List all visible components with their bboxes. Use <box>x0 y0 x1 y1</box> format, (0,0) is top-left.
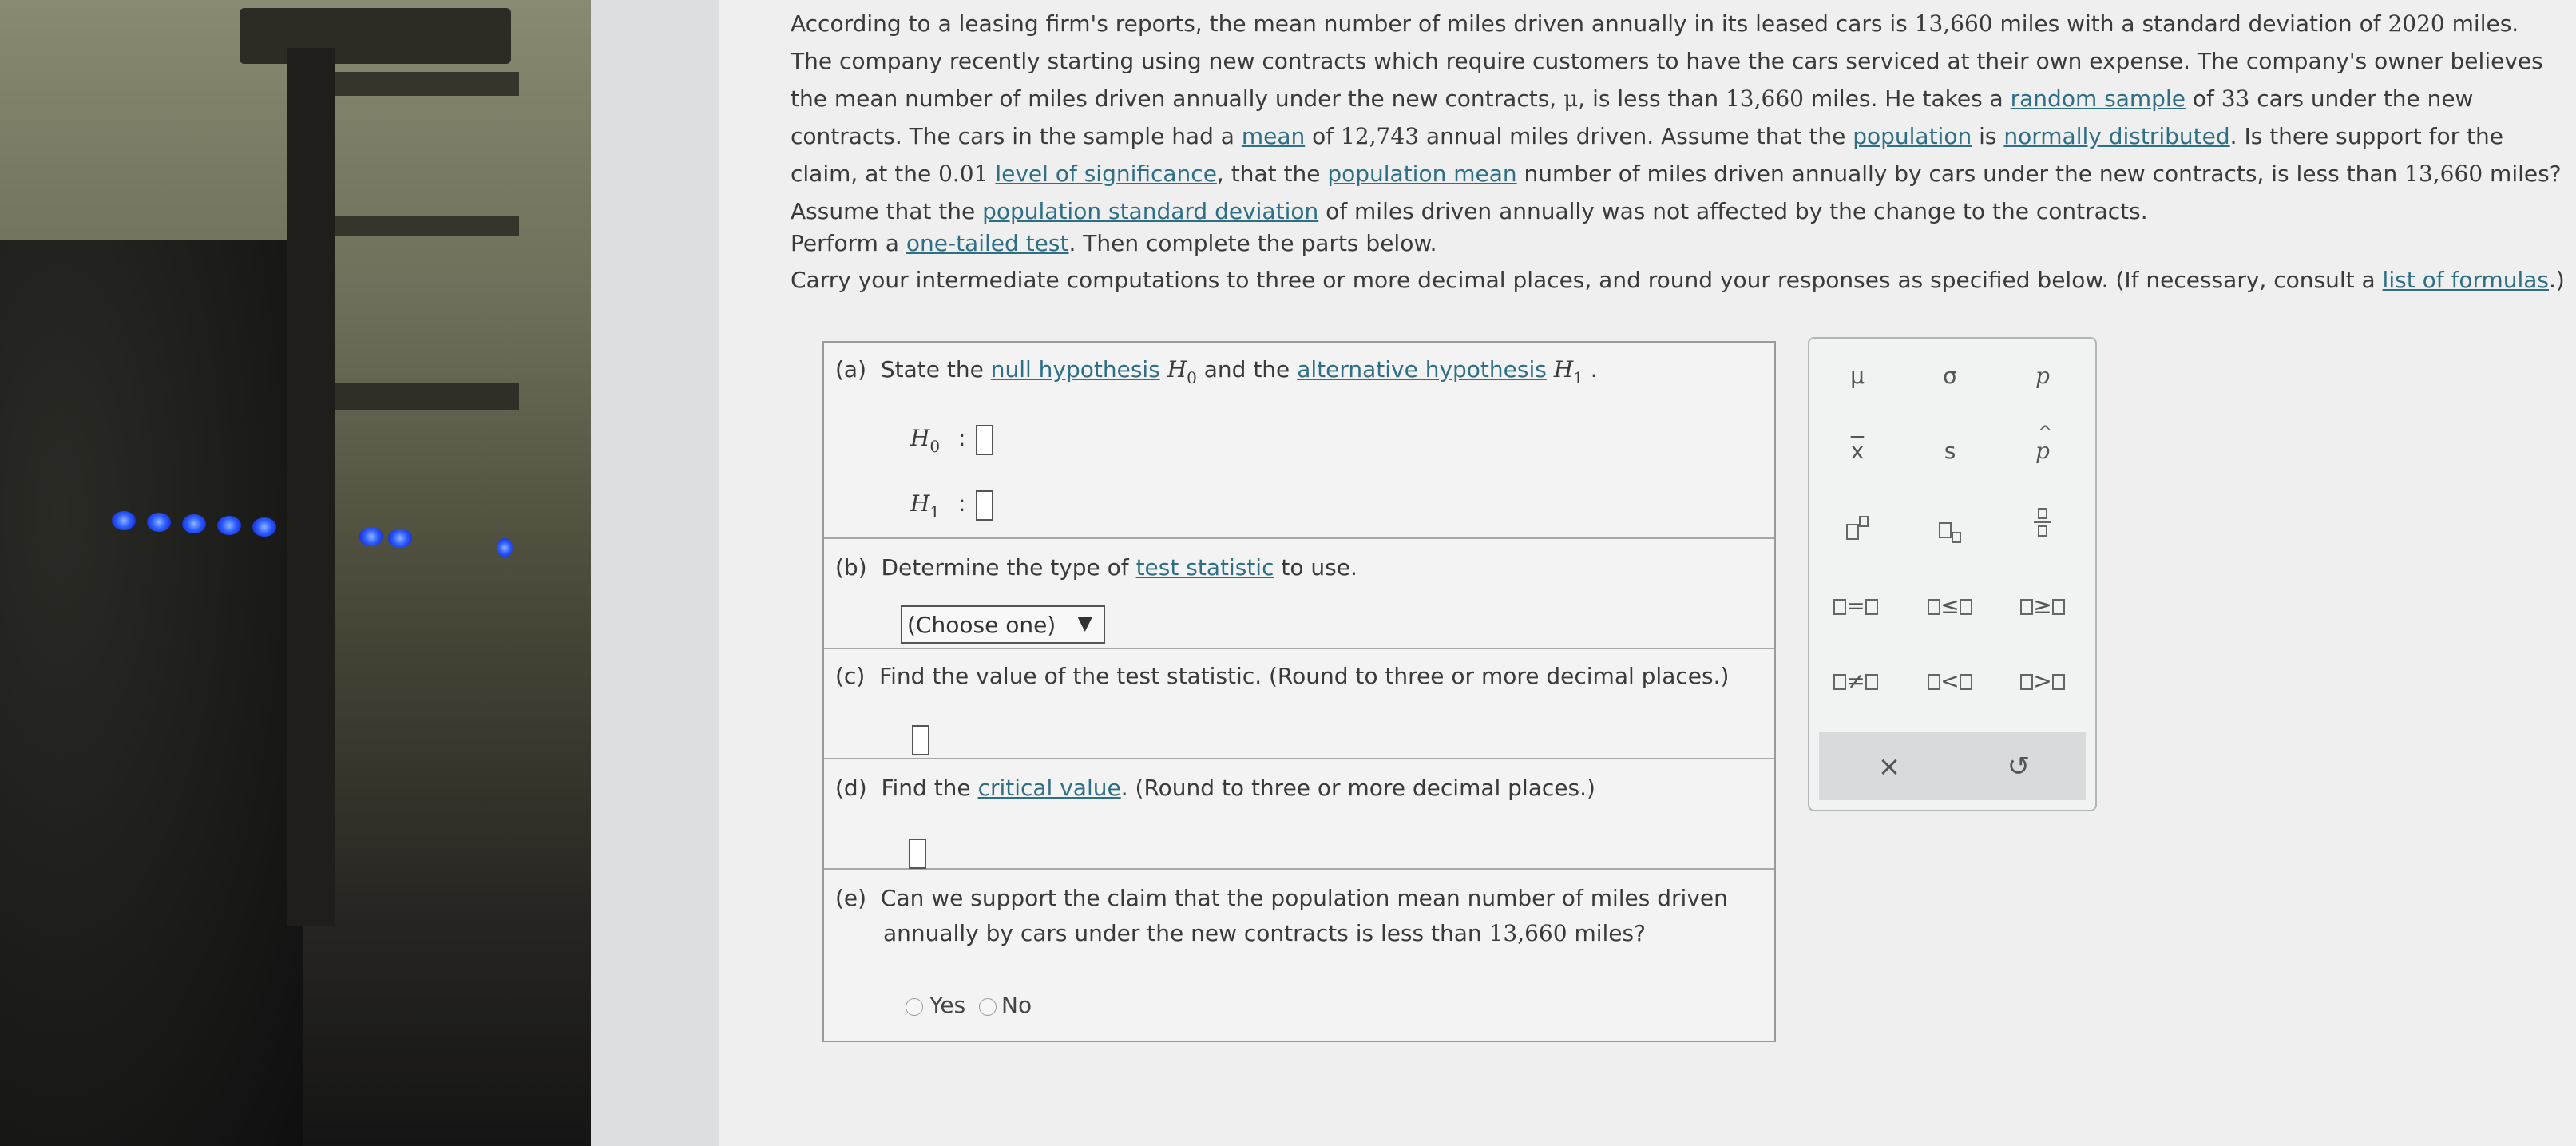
part-a-prompt <box>835 356 1598 387</box>
box-icon <box>1846 524 1859 540</box>
led-light <box>182 514 206 533</box>
led-light <box>147 513 171 532</box>
prompt-text: Can we support the claim that the population mean number of miles driven <box>880 885 1728 911</box>
part-label: (e) <box>835 885 867 911</box>
box-icon <box>1928 599 1940 615</box>
problem-text: is <box>1972 123 2004 149</box>
carry-instruction <box>791 267 2565 293</box>
s-button[interactable]: s <box>1944 438 1956 464</box>
instruction-text: Perform a <box>791 230 906 256</box>
problem-text: According to a leasing firm's reports, the mean number of miles driven annually in its leased cars is <box>791 10 1915 37</box>
no-radio[interactable] <box>979 998 997 1016</box>
greater-equal-button[interactable] <box>2011 593 2075 619</box>
relation-symbol: = <box>1846 593 1865 619</box>
colon: : <box>958 425 966 451</box>
test-statistic-input[interactable] <box>912 725 929 755</box>
box-icon <box>1939 522 1952 538</box>
less-equal-button[interactable] <box>1918 593 1982 619</box>
chair-slat <box>335 216 519 236</box>
box-icon <box>2038 525 2047 537</box>
part-d-prompt <box>835 775 1595 801</box>
problem-text: . Is there support for the claim, at the <box>791 123 2503 187</box>
less-than-button[interactable] <box>1918 668 1982 694</box>
link-critical-value[interactable]: critical value <box>977 775 1121 801</box>
superscript-button[interactable] <box>1825 516 1889 544</box>
link-random-sample[interactable]: random sample <box>2010 85 2186 112</box>
instruction-text: . Then complete the parts below. <box>1068 230 1437 256</box>
prompt-number: 13,660 <box>1488 920 1567 946</box>
problem-text: of <box>2185 85 2221 112</box>
yes-radio[interactable] <box>906 998 923 1016</box>
chair-slat <box>335 383 519 410</box>
link-level-of-significance[interactable]: level of significance <box>995 161 1217 187</box>
h0-subscript: 0 <box>929 437 941 456</box>
problem-number: 33 <box>2221 85 2250 112</box>
relation-symbol: ≤ <box>1940 593 1960 619</box>
problem-text: annual miles driven. Assume that the <box>1419 123 1853 149</box>
led-light <box>252 517 276 537</box>
problem-text: number of miles driven annually by cars under the new contracts, is less than <box>1516 161 2405 187</box>
prompt-text: and the <box>1196 356 1298 383</box>
prompt-text: . (Round to three or more decimal places.) <box>1120 775 1595 801</box>
test-statistic-select[interactable] <box>901 605 1105 644</box>
perform-instruction <box>791 230 1437 256</box>
hat-glyph: ^ <box>2038 423 2053 443</box>
problem-number: 13,660 <box>1725 85 1804 112</box>
yes-label[interactable]: Yes <box>929 992 966 1018</box>
led-light <box>217 516 241 535</box>
part-label: (d) <box>835 775 867 801</box>
box-icon <box>1865 599 1878 615</box>
led-light <box>359 527 383 546</box>
prompt-text: State the <box>880 356 991 383</box>
part-label: (b) <box>835 554 867 581</box>
no-label[interactable]: No <box>1001 992 1032 1018</box>
colon: : <box>958 490 966 517</box>
mu-button[interactable]: μ <box>1850 363 1865 389</box>
relation-symbol: > <box>2033 668 2052 694</box>
link-one-tailed-test[interactable]: one-tailed test <box>906 230 1069 256</box>
h1-row-label <box>910 490 940 521</box>
prompt-text: Find the value of the test statistic. (Round to three or more decimal places.) <box>879 663 1730 689</box>
critical-value-input[interactable] <box>909 839 926 869</box>
link-test-statistic[interactable]: test statistic <box>1135 554 1274 581</box>
relation-symbol: ≠ <box>1846 668 1865 694</box>
box-icon <box>2038 508 2047 519</box>
fraction-button[interactable] <box>2011 508 2075 542</box>
link-population[interactable]: population <box>1853 123 1972 149</box>
chair-post <box>287 48 335 926</box>
h1-subscript: 1 <box>929 502 941 521</box>
h0-symbol: H <box>1167 356 1187 383</box>
subscript-button[interactable] <box>1918 516 1982 543</box>
greater-than-button[interactable] <box>2011 668 2075 694</box>
led-light <box>388 529 412 548</box>
box-icon <box>1960 674 1972 690</box>
problem-number: 2020 <box>2388 10 2445 37</box>
part-e-prompt-line2 <box>883 920 1646 946</box>
problem-text: miles? Assume that the <box>791 161 2562 224</box>
problem-text: , is less than <box>1578 85 1726 112</box>
h1-symbol: H <box>1553 356 1574 383</box>
box-icon <box>1833 599 1846 615</box>
box-icon <box>1865 674 1878 690</box>
select-value: (Choose one) <box>907 612 1056 638</box>
problem-number: 0.01 <box>938 161 989 187</box>
h1-symbol: H <box>910 490 930 517</box>
problem-number: 13,660 <box>1914 10 1993 37</box>
box-icon <box>1859 516 1869 527</box>
link-normally-distributed[interactable]: normally distributed <box>2003 123 2230 149</box>
link-alternative-hypothesis[interactable]: alternative hypothesis <box>1297 356 1547 383</box>
close-icon[interactable]: × <box>1877 751 1901 783</box>
problem-text: of <box>1305 123 1342 149</box>
box-icon <box>1960 599 1972 615</box>
undo-icon[interactable]: ↺ <box>2007 751 2031 783</box>
equals-button[interactable] <box>1824 593 1888 619</box>
p-hat-label: p <box>2035 438 2050 464</box>
not-equal-button[interactable] <box>1824 668 1888 694</box>
link-population-standard-deviation[interactable]: population standard deviation <box>982 198 1319 224</box>
relation-symbol: < <box>1940 668 1960 694</box>
prompt-text: Find the <box>881 775 978 801</box>
problem-text: miles. The company recently starting using new contracts which require customers to have the cars serviced at their own expense. The company's owner believes the mean number of miles driven annually under the new contracts, <box>791 10 2543 112</box>
box-icon <box>2020 599 2033 615</box>
chair-slat <box>335 72 519 96</box>
wall-shadow <box>0 240 303 1146</box>
h1-subscript: 1 <box>1573 368 1583 387</box>
link-mean[interactable]: mean <box>1241 123 1306 149</box>
box-icon <box>1928 674 1940 690</box>
palette-action-bar <box>1819 732 2086 800</box>
part-label: (c) <box>835 663 866 689</box>
box-icon <box>2052 599 2065 615</box>
h0-symbol: H <box>910 425 930 451</box>
instruction-text: .) <box>2549 267 2565 293</box>
link-null-hypothesis[interactable]: null hypothesis <box>990 356 1160 383</box>
sigma-button[interactable]: σ <box>1943 363 1957 389</box>
problem-text: miles. He takes a <box>1803 85 2011 112</box>
h1-answer-input[interactable] <box>976 490 993 521</box>
prompt-text: annually by cars under the new contracts is less than <box>883 920 1489 946</box>
problem-number: 13,660 <box>2404 161 2483 187</box>
led-light <box>112 511 136 530</box>
problem-number: 12,743 <box>1341 123 1420 149</box>
link-list-of-formulas[interactable]: list of formulas <box>2382 267 2550 293</box>
part-e-prompt <box>835 885 1728 911</box>
problem-text: , that the <box>1216 161 1328 187</box>
monitor-bezel <box>591 0 719 1146</box>
h0-subscript: 0 <box>1187 368 1197 387</box>
prompt-text: Determine the type of <box>881 554 1136 581</box>
problem-text: of miles driven annually was not affected by the change to the contracts. <box>1318 198 2148 224</box>
chevron-down-icon: ▼ <box>1077 612 1092 634</box>
prompt-text: to use. <box>1274 554 1357 581</box>
led-light <box>497 538 513 557</box>
symbol-palette <box>1808 337 2097 811</box>
chair-back <box>240 8 511 64</box>
h0-row-label <box>910 425 940 456</box>
box-icon <box>1952 532 1961 543</box>
part-b-prompt <box>835 554 1357 581</box>
p-button[interactable]: p <box>2035 363 2050 389</box>
box-icon <box>2052 674 2065 690</box>
p-hat-button[interactable] <box>2011 423 2075 464</box>
problem-text: miles with a standard deviation of <box>1992 10 2388 37</box>
box-icon <box>2020 674 2033 690</box>
mu-symbol: μ <box>1563 85 1579 112</box>
instruction-text: Carry your intermediate computations to three or more decimal places, and round your responses as specified below. (If necessary, consult a <box>791 267 2383 293</box>
relation-symbol: ≥ <box>2033 593 2052 619</box>
part-label: (a) <box>835 356 867 383</box>
problem-statement <box>791 5 2563 230</box>
prompt-text: miles? <box>1567 920 1646 946</box>
prompt-text: . <box>1583 356 1598 383</box>
problem-text: cars under the new contracts. The cars in the sample had a <box>791 85 2474 149</box>
background-room-photo <box>0 0 591 1146</box>
h0-answer-input[interactable] <box>976 425 993 455</box>
x-bar-button[interactable]: $\overline{x}$ <box>1850 438 1865 464</box>
link-population-mean[interactable]: population mean <box>1327 161 1517 187</box>
part-c-prompt <box>835 663 1729 689</box>
box-icon <box>1833 674 1846 690</box>
